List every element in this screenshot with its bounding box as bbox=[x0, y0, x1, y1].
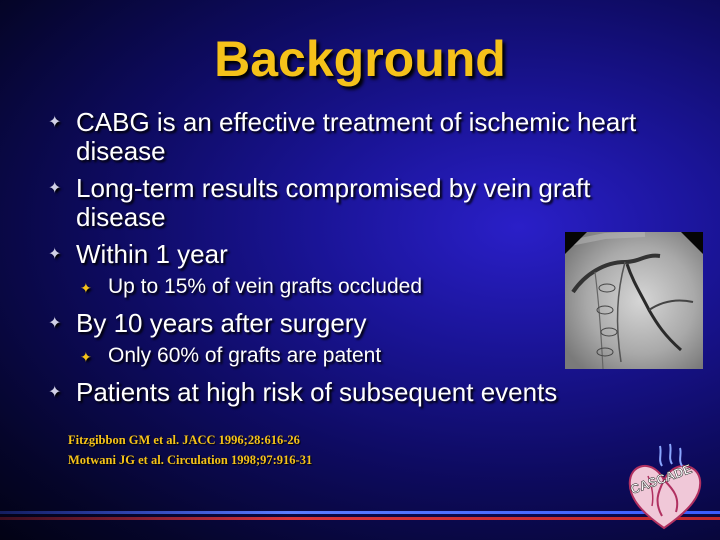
bullet-list bbox=[48, 108, 648, 407]
bullet-text: Long-term results compromised by vein graft disease bbox=[76, 173, 591, 232]
bullet-text: By 10 years after surgery bbox=[76, 308, 367, 338]
reference-item: Fitzgibbon GM et al. JACC 1996;28:616-26 bbox=[68, 433, 300, 447]
bullet-text: Patients at high risk of subsequent events bbox=[76, 377, 558, 407]
sub-bullet-text: Up to 15% of vein grafts occluded bbox=[108, 275, 423, 298]
angiogram-image bbox=[565, 232, 703, 369]
four-point-star-icon: ✦ bbox=[80, 349, 92, 365]
four-point-star-icon: ✦ bbox=[48, 114, 62, 131]
sub-bullet-item bbox=[80, 273, 648, 301]
four-point-star-icon: ✦ bbox=[48, 384, 62, 401]
bullet-item bbox=[48, 378, 648, 407]
four-point-star-icon: ✦ bbox=[48, 180, 62, 197]
bullet-item bbox=[48, 174, 648, 232]
bullet-item bbox=[48, 108, 648, 166]
sub-bullet-item bbox=[80, 342, 648, 370]
bullet-item bbox=[48, 309, 648, 338]
four-point-star-icon: ✦ bbox=[80, 280, 92, 296]
logo-text: CASCADE bbox=[628, 461, 694, 498]
references bbox=[68, 430, 312, 470]
bullet-text: CABG is an effective treatment of ischemic heart disease bbox=[76, 107, 637, 166]
bullet-item bbox=[48, 240, 648, 269]
footer-divider bbox=[0, 508, 720, 522]
four-point-star-icon: ✦ bbox=[48, 246, 62, 263]
cascade-logo bbox=[618, 440, 710, 532]
sub-bullet-text: Only 60% of grafts are patent bbox=[108, 344, 382, 367]
reference-item: Motwani JG et al. Circulation 1998;97:916-31 bbox=[68, 453, 313, 467]
slide-title: Background bbox=[214, 31, 506, 87]
bullet-text: Within 1 year bbox=[76, 239, 228, 269]
four-point-star-icon: ✦ bbox=[48, 315, 62, 332]
